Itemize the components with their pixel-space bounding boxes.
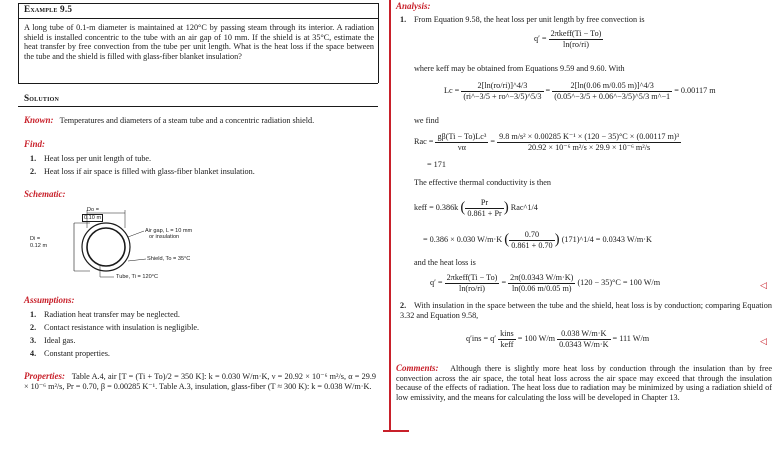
example-bottom-rule [18,83,378,84]
properties-text: Table A.4, air [T = (Ti + To)/2 = 350 K]: k = 0.030 W/m·K, ν = 20.92 × 10⁻⁶ m²/s, α = 29.9 × 10⁻⁶ m²/s, Pr = 0.70, β = 0.00285 K⁻¹. Table A.3, insulation, glass-fiber (T ≈ 300 K): k = 0.038 W/m·K. [24,372,376,391]
find-item: 1. Heat loss per unit length of tube. [30,154,152,163]
heat-intro: and the heat loss is [414,258,476,267]
example-right-rule [378,3,379,83]
airgap-leader [128,231,144,237]
comments-section [396,364,772,402]
example-problem: A long tube of 0.1-m diameter is maintained at 120°C by passing steam through its interior. A radiation shield is installed concentric to the tube with an air gap of 10 mm. If the shield is at 35°C, estimate the heat transfer by free convection from the tube per unit length. What is the heat loss if the space between the tube and the shield is filled with glass-fiber blanket insulation? [24,23,374,61]
properties-label: Properties: [24,371,65,381]
eq-rayleigh: Rac = $\frac{\text{gβ(Ti − To)Lc³}}{\nu\alpha}$ = $\frac{\text{9.8 m/s² × 0.00285 K⁻¹ × (120 − 35)°C × (0.00117 m)³}}{\text{20.92 × 10⁻⁶ m²/s × 29.9 × 10⁻⁶ m²/s}}$ [414,132,680,152]
known-label: Known: [24,115,54,125]
we-find: we find [414,116,439,125]
assumptions-label: Assumptions: [24,295,75,305]
keff-note: where keff may be obtained from Equations 9.59 and 9.60. With [414,64,625,73]
eq-heat-loss: q′ = $\frac{\text{2πkeff(Ti − To)}}{\ln(ro/ri)}$ [534,29,602,49]
find-label: Find: [24,139,46,149]
airgap-label-2: or insulation [149,234,180,240]
shield-label: Shield, To = 35°C [147,256,191,262]
analysis-label: Analysis: [396,1,431,11]
di-value: 0.12 m [30,243,48,249]
analysis-step-2: 2. With insulation in the space between the tube and the shield, heat loss is by conduction; comparing Equation 3.32 and Equation 9.58, [400,301,772,320]
tube-label: Tube, Ti = 120°C [116,274,158,280]
analysis-red-end [383,430,409,432]
example-title: Example 9.5 [24,4,73,14]
known-text: Temperatures and diameters of a steam tube and a concentric radiation shield. [59,116,315,125]
eq-keff-value: = 0.386 × 0.030 W/m·K ( $\frac{0.70}{0.861 + 0.70}$ ) (171)^1/4 = 0.0343 W/m·K [423,230,652,250]
tube-circle [87,228,125,266]
assumption-item: 2. Contact resistance with insulation is negligible. [30,323,200,332]
solution-rule [18,106,378,107]
example-left-rule [18,3,19,83]
keff-intro: The effective thermal conductivity is then [414,178,551,187]
find-item: 2. Heat loss if air space is filled with glass-fiber blanket insulation. [30,167,255,176]
solution-header: Solution [24,93,60,103]
shield-circle [82,223,130,271]
di-label: Di = [30,236,41,242]
result-marker-icon: ◁ [760,280,767,290]
ra-result: = 171 [427,160,446,169]
assumption-item: 1. Radiation heat transfer may be neglected. [30,310,180,319]
shield-leader [128,259,146,261]
comments-label: Comments: [396,363,439,373]
do-label: Do = [87,207,99,213]
airgap-label: Air gap, L = 10 mm [145,228,193,234]
example-top-rule [18,3,378,4]
schematic-label: Schematic: [24,189,66,199]
eq-insulation: q′ins = q′ $\frac{\text{kins}}{\text{keff}}$ = 100 W/m $\frac{0.038 W/m\cdot K}{0.0343 W/m\cdot K}$ = 111 W/m [466,329,650,349]
assumption-item: 3. Ideal gas. [30,336,76,345]
result-marker-icon: ◁ [760,336,767,346]
analysis-red-bar [389,0,391,432]
eq-heat-result: q′ = $\frac{\text{2πkeff(Ti − To)}}{\ln(ro/ri)}$ = $\frac{2\pi(0.0343 W/m\cdot K)}{\ln(0.06 m/0.05 m)}$ (120 − 35)°C = 100 W/m [430,273,661,293]
properties-section [24,372,376,391]
eq-lc: Lc = $\frac{2[\ln(ro/ri)]\^{}4/3}{(ri\^{}-3/5 + ro\^{}-3/5)\^{}5/3}$ = $\frac{2[\ln(0.06 m/0.05 m)]\^{}4/3}{(0.05\^{}-3/5 + 0.06\^{}-3/5)\^{}5/3 m\^{}-1}$ = 0.00117 m [444,81,716,101]
assumption-item: 4. Constant properties. [30,349,110,358]
do-value: 0.10 m [84,215,102,221]
example-header-rule [18,18,378,19]
known-section [24,116,374,126]
eq-keff: keff = 0.386k ( $\frac{Pr}{0.861 + Pr}$ ) Rac^1/4 [414,198,538,218]
comments-text: Although there is slightly more heat loss by conduction through the insulation than by free convection across the air space, the total heat loss across the air space may exceed that through the insulation because of the effects of radiation. The heat loss due to radiation may be minimized by using a radiation shield of low emissivity, and the means for calculating the loss will be developed in Chapter 13. [396,364,772,402]
analysis-step-1: 1. From Equation 9.58, the heat loss per unit length by free convection is [400,15,645,24]
